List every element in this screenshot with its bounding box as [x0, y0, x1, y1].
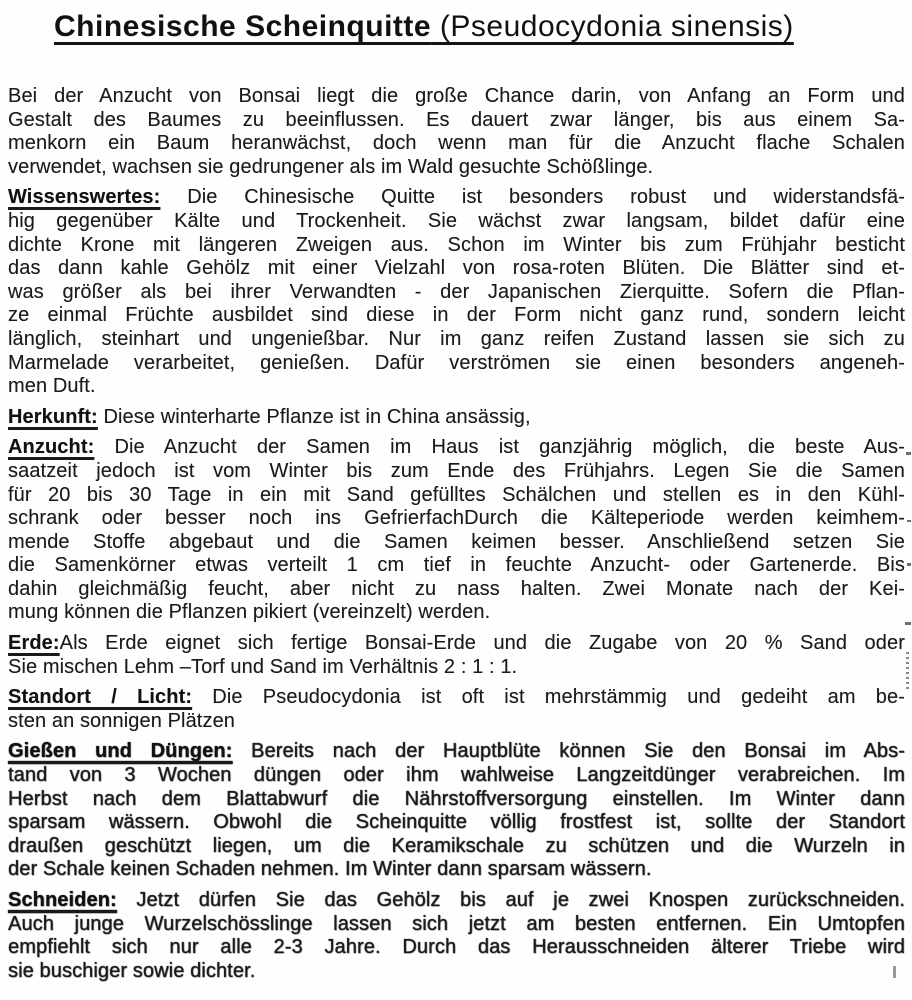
text-line: Gießen und Düngen: Bereits nach der Hauptblüte können Sie den Bonsai im Abs-: [8, 740, 906, 763]
text-line: saatzeit jedoch ist vom Winter bis zum Ende des Frühjahrs. Legen Sie die Samen: [8, 459, 905, 482]
section-heading: Herkunft:: [8, 405, 98, 428]
text-line: Gestalt des Baumes zu beeinflussen. Es dauert zwar länger, bis aus einem Sa-: [8, 108, 905, 131]
text-line: für 20 bis 30 Tage in ein mit Sand gefülltes Schälchen und stellen es in den Kühl-: [8, 483, 905, 506]
scan-artifact: [907, 520, 911, 522]
text-line: dahin gleichmäßig feucht, aber nicht zu nass halten. Zwei Monate nach der Kei-: [8, 577, 905, 600]
section-wissenswertes: [8, 186, 905, 398]
text-line: mende Stoffe abgebaut und die Samen keimen besser. Anschließend setzen Sie: [8, 530, 905, 553]
text-line: Schneiden: Jetzt dürfen Sie das Gehölz bis auf je zwei Knospen zurückschneiden.: [8, 889, 905, 911]
page-title-main: Chinesische Scheinquitte: [54, 10, 432, 43]
section-heading: Erde:: [8, 632, 60, 655]
text-line: was größer als bei ihrer Verwandten - der Japanischen Zierquitte. Sofern die Pflan-: [8, 280, 905, 303]
text-line: verwendet, wachsen sie gedrungener als im Wald gesuchte Schößlinge.: [8, 155, 654, 178]
text-line: Herbst nach dem Blattabwurf die Nährstoffversorgung einstellen. Im Winter dann: [8, 787, 905, 810]
text-line: Anzucht: Die Anzucht der Samen im Haus ist ganzjährig möglich, die beste Aus-: [8, 436, 905, 459]
text-line: Bei der Anzucht von Bonsai liegt die große Chance darin, von Anfang an Form und: [8, 85, 905, 107]
section-heading: Standort / Licht:: [8, 686, 193, 709]
scan-artifact: [906, 452, 911, 455]
page-title: [54, 7, 905, 47]
text-line: sie buschiger sowie dichter.: [8, 959, 256, 982]
section-herkunft: [8, 406, 905, 430]
text-line: menkorn ein Baum heranwächst, doch wenn man für die Anzucht flache Schalen: [8, 132, 905, 155]
text-line: schrank oder besser noch ins GefrierfachDurch die Kälteperiode werden keimhem-: [8, 507, 905, 530]
text-line: draußen geschützt liegen, um die Keramikschale zu schützen und die Wurzeln in: [8, 834, 905, 857]
text-line: Auch junge Wurzelschösslinge lassen sich jetzt am besten entfernen. Ein Umtopfen: [8, 912, 905, 935]
section-intro: [8, 85, 905, 179]
text-line: das dann kahle Gehölz mit einer Vielzahl von rosa-roten Blüten. Die Blätter sind et-: [8, 257, 905, 280]
text-line: der Schale keinen Schaden nehmen. Im Winter dann sparsam wässern.: [8, 858, 652, 881]
document-body: [8, 85, 905, 983]
section-heading: Schneiden:: [8, 889, 117, 911]
text-line: Erde:Als Erde eignet sich fertige Bonsai-Erde und die Zugabe von 20 % Sand oder: [8, 632, 905, 655]
text-line: ze einmal Früchte ausbildet sind diese in der Form nicht ganz rund, sondern leicht: [8, 304, 905, 327]
section-anzucht: [8, 436, 905, 625]
text-line: sparsam wässern. Obwohl die Scheinquitte völlig frostfest ist, sollte der Standort: [8, 811, 905, 834]
text-line: dichte Krone mit längeren Zweigen aus. Schon im Winter bis zum Frühjahr besticht: [8, 233, 905, 256]
section-erde: [8, 632, 905, 679]
text-line: Herkunft: Diese winterharte Pflanze ist in China ansässig,: [8, 405, 531, 428]
text-line: sten an sonnigen Plätzen: [8, 709, 236, 732]
text-line: tand von 3 Wochen düngen oder ihm wahlweise Langzeitdünger verabreichen. Im: [8, 764, 905, 787]
page-title-underline: [54, 10, 794, 43]
text-line: die Samenkörner etwas verteilt 1 cm tief in feuchte Anzucht- oder Gartenerde. Bis: [8, 554, 905, 577]
section-giessen-und-duengen: [8, 740, 905, 882]
text-line: Standort / Licht: Die Pseudocydonia ist oft ist mehrstämmig und gedeiht am be-: [8, 686, 905, 709]
text-line: länglich, steinhart und ungenießbar. Nur im ganz reifen Zustand lassen sie sich zu: [8, 327, 905, 350]
text-line: mung können die Pflanzen pikiert (vereinzelt) werden.: [8, 601, 491, 624]
scan-artifact: [893, 966, 896, 978]
page-title-latin-name: (Pseudocydonia sinensis): [431, 10, 794, 43]
section-standort-licht: [8, 686, 905, 733]
text-line: hig gegenüber Kälte und Trockenheit. Sie wächst zwar langsam, bildet dafür eine: [8, 209, 905, 232]
scan-artifact: [906, 652, 909, 690]
text-line: men Duft.: [8, 375, 96, 398]
section-heading: Wissenswertes:: [8, 186, 161, 209]
text-line: empfiehlt sich nur alle 2-3 Jahre. Durch das Herausschneiden älterer Triebe wird: [8, 936, 905, 959]
scan-artifact: [907, 563, 911, 566]
scan-artifact: [905, 622, 911, 625]
text-line: Sie mischen Lehm –Torf und Sand im Verhältnis 2 : 1 : 1.: [8, 655, 518, 678]
section-heading: Anzucht:: [8, 436, 95, 459]
text-line: Marmelade verarbeitet, genießen. Dafür verströmen sie einen besonders angeneh-: [8, 351, 905, 374]
section-schneiden: [8, 889, 905, 983]
text-line: Wissenswertes: Die Chinesische Quitte ist besonders robust und widerstandsfä-: [8, 186, 905, 209]
section-heading: Gießen und Düngen:: [8, 740, 233, 763]
